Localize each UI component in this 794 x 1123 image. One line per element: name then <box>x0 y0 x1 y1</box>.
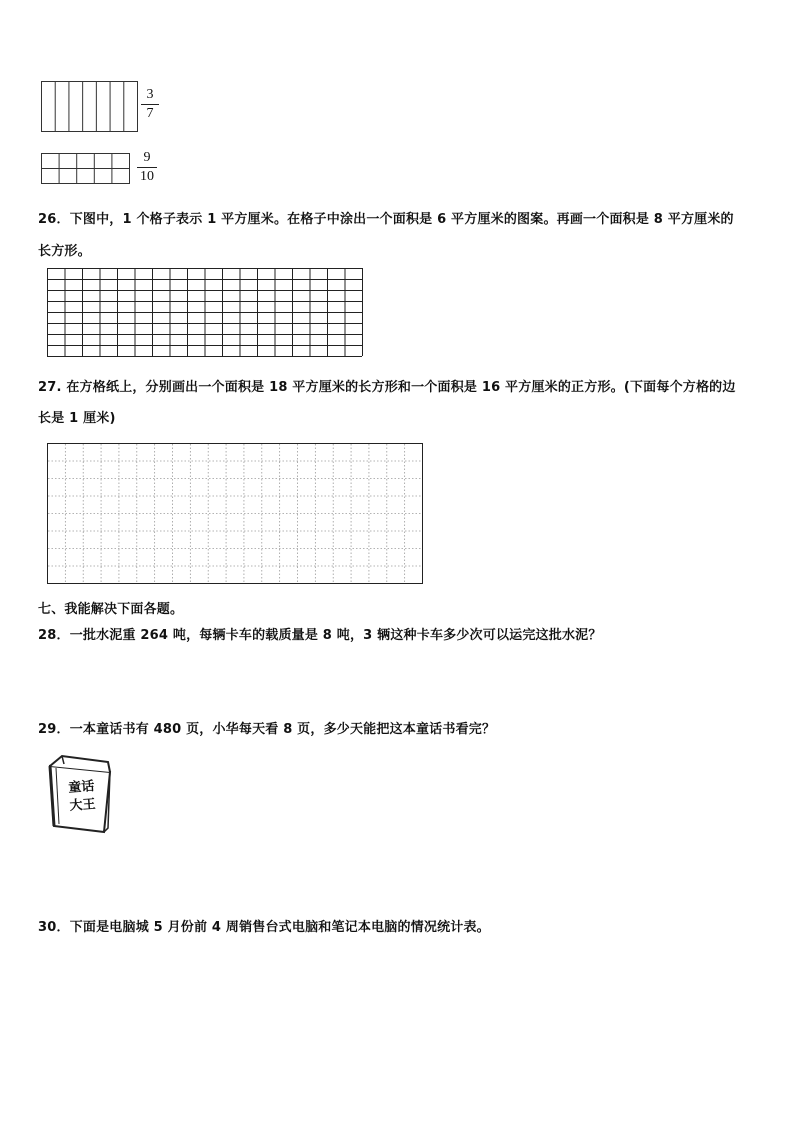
dotted-grid-27 <box>47 443 425 585</box>
question-30: 30．下面是电脑城 5 月份前 4 周销售台式电脑和笔记本电脑的情况统计表。 <box>38 920 490 935</box>
denominator: 7 <box>146 106 154 121</box>
question-27-line2: 长是 1 厘米) <box>38 411 116 426</box>
fraction-label-3-7 <box>139 87 161 122</box>
square-grid-26 <box>47 268 364 358</box>
book-title <box>63 778 101 816</box>
numerator: 3 <box>146 87 154 102</box>
fraction-label-9-10 <box>135 150 159 185</box>
question-26-line2: 长方形。 <box>38 244 91 259</box>
numerator: 9 <box>143 150 151 165</box>
question-27-line1: 27. 在方格纸上，分别画出一个面积是 18 平方厘米的长方形和一个面积是 16 平方厘米的正方形。(下面每个方格的边 <box>38 380 736 395</box>
question-28: 28．一批水泥重 264 吨，每辆卡车的载质量是 8 吨，3 辆这种卡车多少次可以运完这批水泥？ <box>38 628 602 643</box>
question-26-line1: 26．下图中，1 个格子表示 1 平方厘米。在格子中涂出一个面积是 6 平方厘米的图案。再画一个面积是 8 平方厘米的 <box>38 212 734 227</box>
denominator: 10 <box>140 169 154 184</box>
book-title-line1: 童话 <box>67 779 95 796</box>
section-7-title: 七、我能解决下面各题。 <box>38 602 184 617</box>
book-title-line2: 大王 <box>69 797 97 814</box>
fraction-bar-9-10 <box>41 153 133 185</box>
question-29: 29．一本童话书有 480 页，小华每天看 8 页，多少天能把这本童话书看完？ <box>38 722 496 737</box>
fraction-bar-3-7 <box>41 81 141 133</box>
